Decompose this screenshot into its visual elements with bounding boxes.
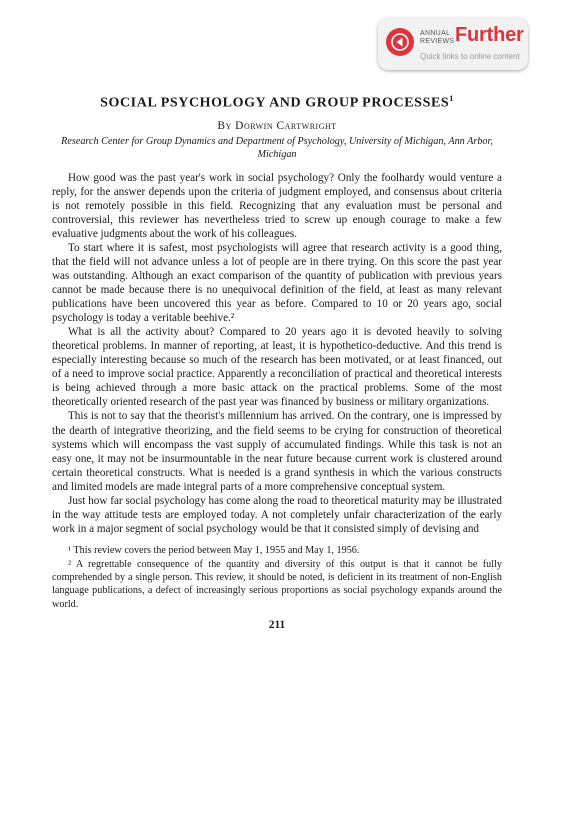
badge-further-text: Further xyxy=(455,24,524,46)
article-page xyxy=(52,90,502,631)
page-number: 211 xyxy=(268,618,286,631)
article-body xyxy=(52,171,502,536)
footnote: ¹ This review covers the period between May 1, 1955 and May 1, 1956. xyxy=(68,544,360,556)
title-footnote-marker[interactable]: 1 xyxy=(449,94,454,103)
badge-annual-text: ANNUAL xyxy=(420,30,451,37)
annual-reviews-further-badge[interactable] xyxy=(378,18,528,70)
footnote: ² A regrettable consequence of the quantity and diversity of this output is that it cannot be fully comprehended by a single person. This review, it should be noted, is deficient in its treatment of non-English language publications, a defect of increasingly serious proportions as social psychology expands around the world. xyxy=(52,559,502,610)
badge-reviews-text: REVIEWS xyxy=(420,38,455,45)
body-paragraph: What is all the activity about? Compared to 20 years ago it is devoted heavily to solving theoretical problems. In manner of reporting, at least, it is hypothetico-deductive. And this trend is especially interesting because so much of the research has been motivated, or at least financed, out of a need to improve social practice. Apparently a reconciliation of practical and theoretical interests is being achieved through a more basic attack on the practical problems. Some of the most theoretically oriented research of the past year was financed by business or military organizations. xyxy=(52,326,502,409)
body-paragraph: Just how far social psychology has come along the road to theoretical maturity may be illustrated in the way attitude tests are employed today. A not completely unfair characterization of the early work in a major segment of social psychology would be that it consisted simply of devising and xyxy=(52,494,502,535)
badge-subtitle: Quick links to online content xyxy=(420,52,520,61)
body-paragraph: To start where it is safest, most psychologists will agree that research activity is a good thing, that the field will not advance unless a lot of people are in there trying. On this score the past year was outstanding. Although an exact comparison of the quantity of publication with previous years cannot be made because there is no unequivocal definition of the field, at least as many relevant publications have been uncovered this year as before. Compared to 10 or 20 years ago, social psychology is today a veritable beehive.² xyxy=(52,241,502,325)
article-title-text: SOCIAL PSYCHOLOGY AND GROUP PROCESSES xyxy=(100,95,450,111)
body-paragraph: This is not to say that the theorist's millennium has arrived. On the contrary, one is impressed by the dearth of integrative theorizing, and the field seems to be crying for construction of theoretical systems which will encompass the vast supply of accumulated findings. While this task is not an easy one, it may not be insurmountable in the near future because current work is clustered around certain theoretical constructs. What is needed is a grand synthesis in which the various constructs and limited models are made integral parts of a more comprehensive conceptual system. xyxy=(52,410,502,493)
footnotes xyxy=(52,544,502,611)
article-author: By Dorwin Cartwright xyxy=(217,119,337,132)
body-paragraph: How good was the past year's work in social psychology? Only the foolhardy would venture a reply, for the answer depends upon the criteria of judgment employed, and consensus about criteria is not remotely possible in this field. Recognizing that any evaluation must be personal and controversial, this reviewer has nevertheless tried to screw up enough courage to make a few evaluative judgments about the work of his colleagues. xyxy=(52,171,502,240)
play-back-icon xyxy=(386,28,414,56)
article-title xyxy=(52,90,502,113)
author-affiliation: Research Center for Group Dynamics and Department of Psychology, University of Michigan, Ann Arbor, Michigan xyxy=(61,135,493,160)
